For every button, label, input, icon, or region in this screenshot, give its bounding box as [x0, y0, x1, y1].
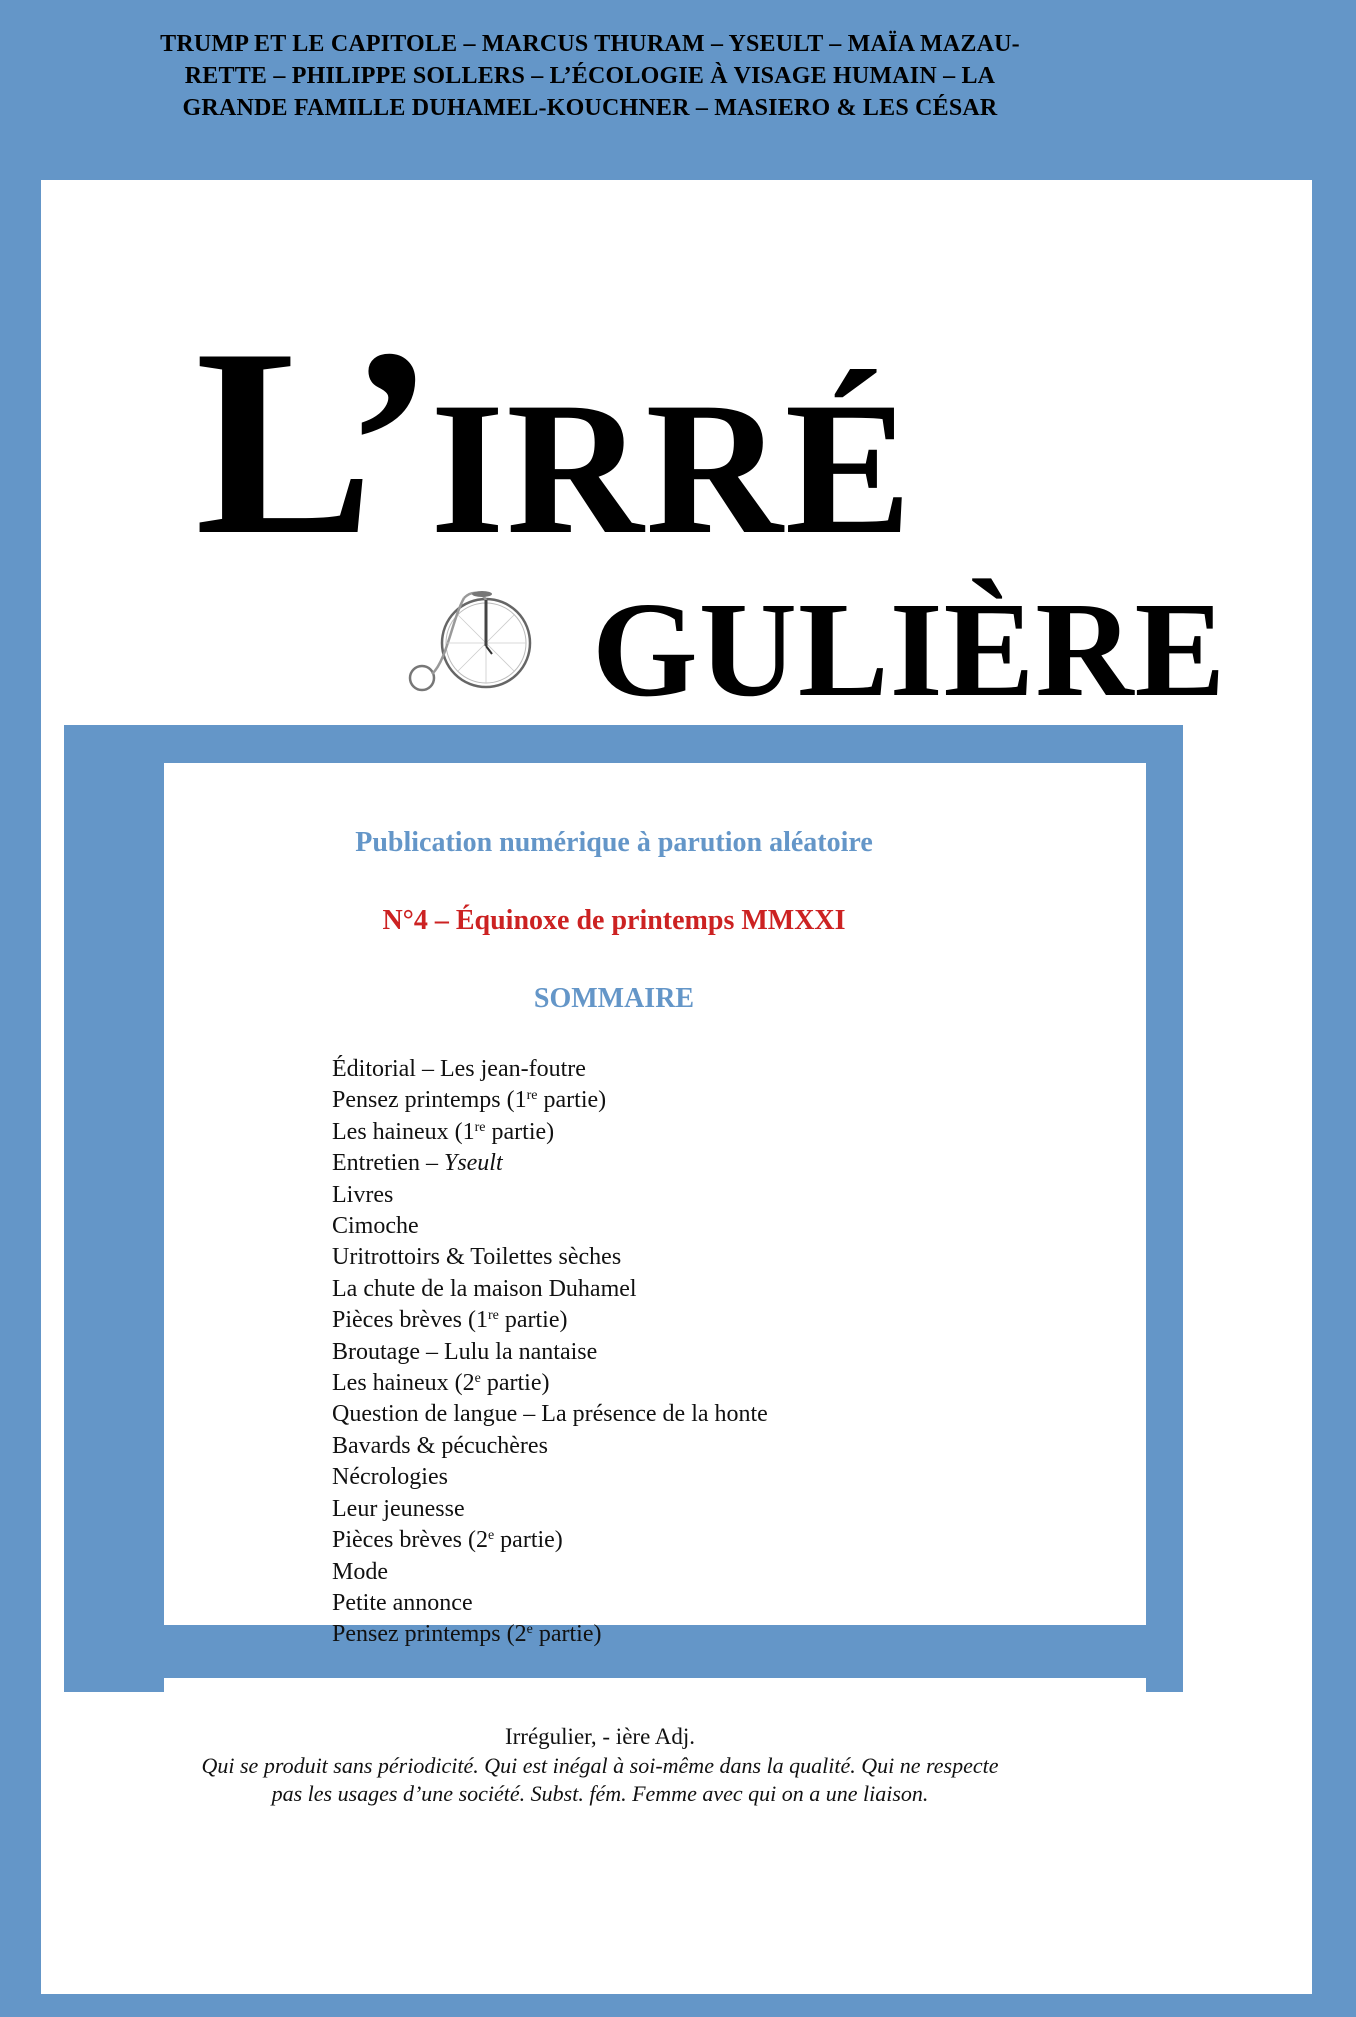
magazine-title-bottom: GULIÈRE — [592, 575, 1227, 725]
definition-term: Irrégulier, - ière Adj. — [504, 1724, 696, 1749]
toc-item — [332, 1054, 768, 1085]
toc-item-text: Question de langue – La présence de la honte — [332, 1401, 768, 1428]
toc-item — [332, 1180, 768, 1211]
toc-item-text: Broutage – Lulu la nantaise — [332, 1338, 598, 1365]
toc-item-text: Leur jeunesse — [332, 1495, 465, 1522]
toc-item-text: Bavards & pécuchères — [332, 1432, 548, 1459]
toc-item — [332, 1337, 768, 1368]
toc-item — [332, 1431, 768, 1462]
toc-item-post: partie) — [485, 1118, 555, 1145]
toc-item-sup: re — [487, 1308, 499, 1324]
toc-item-text: Éditorial – Les jean-foutre — [332, 1056, 586, 1082]
toc-item-text: Mode — [332, 1558, 388, 1585]
toc-item-pre: Les haineux (2 — [332, 1370, 475, 1397]
table-of-contents-heading: SOMMAIRE — [533, 983, 695, 1014]
title-initial: L’ — [195, 293, 431, 590]
headline-line-3: GRANDE FAMILLE DUHAMEL-KOUCHNER – MASIERO & LES CÉSAR — [182, 95, 998, 121]
issue-number: N°4 – Équinoxe de printemps MMXXI — [382, 905, 846, 936]
toc-item-post: partie) — [498, 1307, 568, 1334]
definition-line-2: pas les usages d’une société. Subst. fém. Femme avec qui on a une liaison. — [271, 1781, 929, 1806]
summary-box — [164, 763, 1146, 1648]
toc-item-sup: e — [526, 1622, 533, 1638]
toc-item-pre: Pièces brèves (1 — [332, 1307, 488, 1334]
toc-item-pre: Pièces brèves (2 — [332, 1527, 488, 1554]
toc-item — [332, 1399, 768, 1430]
definition-line-1: Qui se produit sans périodicité. Qui est inégal à soi-même dans la qualité. Qui ne respecte — [201, 1753, 999, 1778]
toc-item — [332, 1148, 768, 1179]
toc-item-post: partie) — [494, 1527, 563, 1554]
toc-item — [332, 1557, 768, 1588]
magazine-title-top — [195, 293, 1095, 590]
toc-item — [332, 1305, 768, 1336]
toc-item-sup: e — [474, 1371, 481, 1387]
toc-item — [332, 1525, 768, 1556]
toc-item — [332, 1619, 768, 1650]
toc-item-sup: e — [487, 1528, 495, 1544]
frame-divider — [164, 1678, 1146, 1692]
toc-item — [332, 1588, 768, 1619]
toc-item — [332, 1117, 768, 1148]
toc-item-pre: Entretien – — [332, 1150, 444, 1177]
penny-farthing-bicycle-icon — [402, 580, 537, 700]
publication-subtitle: Publication numérique à parution aléatoire — [355, 827, 873, 858]
toc-item-pre: Pensez printemps (2 — [332, 1621, 527, 1648]
toc-item-post: partie) — [532, 1621, 602, 1648]
toc-item — [332, 1211, 768, 1242]
toc-item-text: Uritrottoirs & Toilettes sèches — [332, 1244, 622, 1271]
toc-item-text: Petite annonce — [332, 1589, 473, 1616]
toc-item-text: Cimoche — [332, 1213, 419, 1240]
toc-item — [332, 1368, 768, 1399]
toc-item-sup: re — [474, 1119, 486, 1135]
toc-item-post: partie) — [480, 1370, 550, 1397]
toc-item-text: Nécrologies — [332, 1464, 448, 1491]
toc-item — [332, 1274, 768, 1305]
cover-headlines — [60, 28, 1120, 124]
toc-item-em: Yseult — [443, 1150, 503, 1177]
definition-block — [100, 1722, 1100, 1808]
toc-item — [332, 1085, 768, 1116]
toc-item-text: Livres — [332, 1181, 394, 1208]
table-of-contents — [332, 1054, 768, 1651]
toc-item-pre: Pensez printemps (1 — [332, 1087, 527, 1114]
toc-item — [332, 1494, 768, 1525]
headline-line-2: RETTE – PHILIPPE SOLLERS – L’ÉCOLOGIE À VISAGE HUMAIN – LA — [184, 63, 996, 89]
title-rest: IRRÉ — [430, 364, 914, 574]
toc-item-post: partie) — [537, 1087, 607, 1114]
summary-frame — [64, 725, 1183, 1692]
toc-item — [332, 1462, 768, 1493]
toc-item-text: La chute de la maison Duhamel — [332, 1275, 637, 1302]
toc-item-pre: Les haineux (1 — [332, 1118, 475, 1145]
toc-item — [332, 1242, 768, 1273]
toc-item-sup: re — [526, 1088, 538, 1104]
headline-line-1: TRUMP ET LE CAPITOLE – MARCUS THURAM – YSEULT – MAÏA MAZAU- — [160, 31, 1020, 57]
